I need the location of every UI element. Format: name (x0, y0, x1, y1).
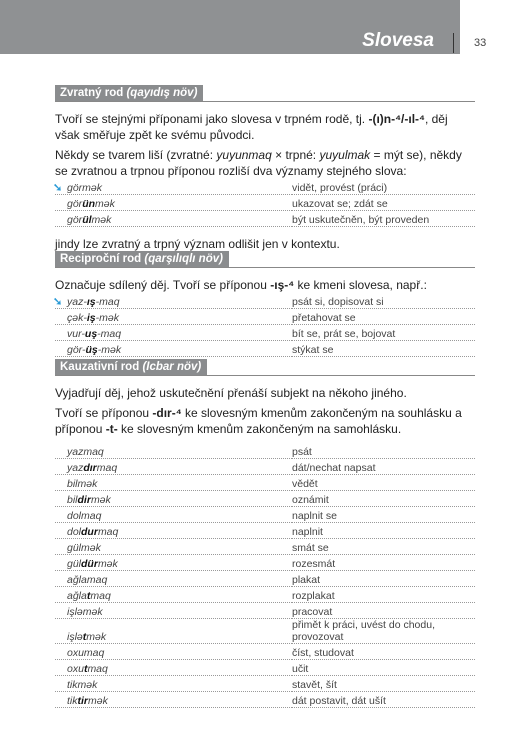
table-row: işləmək pracovat (55, 603, 475, 619)
table-row: oxumaq číst, studovat (55, 644, 475, 660)
section-reflexive (55, 83, 475, 252)
table-row: çək-iş-mək přetahovat se (55, 309, 475, 325)
section-heading: Reciproční rod (qarşılıqlı növ) (55, 251, 229, 267)
paragraph: Označuje sdílený děj. Tvoří se příponou -ış-⁴ ke kmeni slovesa, např.: (55, 278, 427, 292)
table-row: vur-uş-maq bít se, prát se, bojovat (55, 325, 475, 341)
section-reciprocal (55, 249, 475, 357)
example-table (55, 293, 475, 357)
table-row: bilmək vědět (55, 475, 475, 491)
example-table-wrap (55, 179, 475, 227)
table-row: tikmək stavět, šít (55, 676, 475, 692)
paragraph: jindy lze zvratný a trpný význam odlišit jen v kontextu. (55, 237, 340, 251)
table-row: oxutmaq učit (55, 660, 475, 676)
table-row: dolmaq naplnit se (55, 507, 475, 523)
paragraph: Tvoří se stejnými příponami jako slovesa v trpném rodě, tj. -(ı)n-⁴/-ıl-⁴, děj však směřuje zpět ke svému původci. (55, 112, 448, 142)
arrow-icon: ➘ (53, 182, 63, 194)
table-row: ağlatmaq rozplakat (55, 587, 475, 603)
example-table (55, 443, 475, 708)
table-row: gör-üş-mək stýkat se (55, 341, 475, 357)
section-rule (55, 101, 475, 102)
table-row: doldurmaq naplnit (55, 523, 475, 539)
header-divider (453, 33, 454, 53)
table-row: tiktirmək dát postavit, dát ušít (55, 692, 475, 708)
paragraph: Tvoří se příponou -dır-⁴ ke slovesným kmenům zakončeným na souhlásku a příponou -t- ke slovesným kmenům zakončeným na samohlásku. (55, 406, 462, 436)
table-row: görülmək být uskutečněn, být proveden (55, 211, 475, 227)
chapter-title: Slovesa (362, 30, 434, 51)
section-heading: Kauzativní rod (Icbar növ) (55, 359, 207, 375)
example-table (55, 179, 475, 227)
table-row: gülmək smát se (55, 539, 475, 555)
table-row: yazmaq psát (55, 443, 475, 459)
page-number: 33 (474, 37, 487, 49)
section-heading: Zvratný rod (qayıdış növ) (55, 85, 203, 101)
table-row: yazdırmaq dát/nechat napsat (55, 459, 475, 475)
table-row: bildirmək oznámit (55, 491, 475, 507)
section-rule (55, 375, 475, 376)
table-row: yaz-ış-maq psát si, dopisovat si (55, 293, 475, 309)
table-row: ağlamaq plakat (55, 571, 475, 587)
table-row: görmək vidět, provést (práci) (55, 179, 475, 195)
paragraph: Vyjadřují děj, jehož uskutečnění přenáší subjekt na někoho jiného. (55, 386, 407, 400)
example-table-wrap (55, 293, 475, 357)
example-table-wrap (55, 443, 475, 708)
table-row: güldürmək rozesmát (55, 555, 475, 571)
arrow-icon: ➘ (53, 296, 63, 308)
table-row: görünmək ukazovat se; zdát se (55, 195, 475, 211)
paragraph: Někdy se tvarem liší (zvratné: yuyunmaq × trpné: yuyulmak = mýt se), někdy se zvratnou a trpnou příponou rozliší dva významy stejného slova: (55, 148, 462, 178)
section-rule (55, 267, 475, 268)
table-row: işlətmək přimět k práci, uvést do chodu, provozovat (55, 619, 475, 644)
section-causative (55, 357, 475, 708)
